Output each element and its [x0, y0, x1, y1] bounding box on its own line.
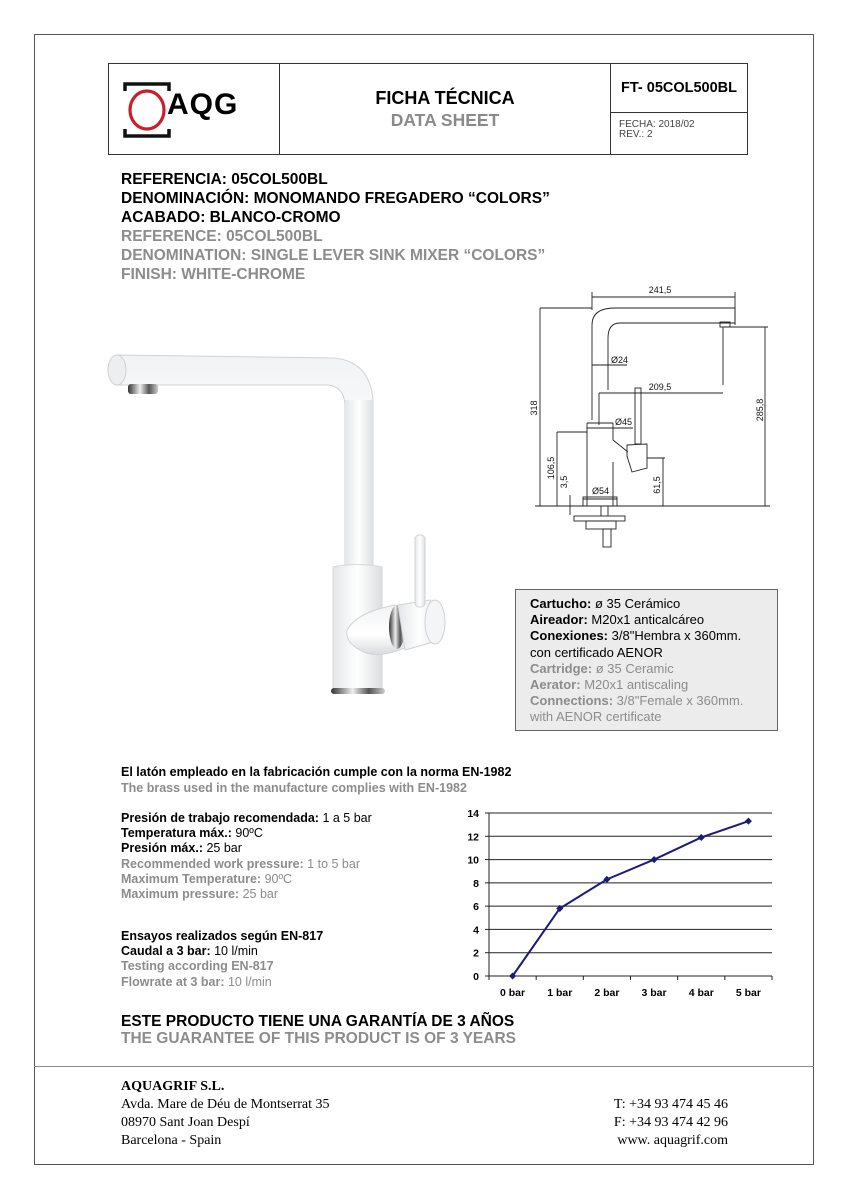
- y-tick-label: 6: [473, 901, 479, 914]
- reference-en: REFERENCE: 05COL500BL: [121, 228, 323, 245]
- spec-cartridge-en: Cartridge: ø 35 Ceramic: [530, 660, 674, 676]
- revision: REV.: 2: [619, 129, 653, 140]
- logo-text: AQG: [167, 88, 239, 121]
- data-point: [745, 818, 752, 825]
- finish-en: FINISH: WHITE-CHROME: [121, 266, 306, 283]
- dim-width-total: 241,5: [648, 285, 672, 295]
- x-tick-label: 0 bar: [500, 987, 526, 999]
- spec-cartridge-es: Cartucho: ø 35 Cerámico: [530, 596, 681, 611]
- spec-aerator-en: Aerator: M20x1 antiscaling: [530, 677, 689, 693]
- dim-body-diameter: Ø45: [615, 417, 633, 427]
- x-tick-label: 1 bar: [547, 987, 573, 999]
- date: FECHA: 2018/02: [619, 119, 695, 130]
- dim-spout-height: 285,8: [755, 398, 765, 422]
- parameters: [121, 811, 372, 902]
- x-tick-label: 4 bar: [688, 987, 714, 999]
- spec-certificate-es: con certificado AENOR: [530, 644, 663, 660]
- data-point: [651, 856, 658, 863]
- logo-icon: [123, 82, 173, 138]
- spec-aerator-es: Aireador: M20x1 anticalcáreo: [530, 612, 705, 628]
- denomination-en: DENOMINATION: SINGLE LEVER SINK MIXER “COLORS”: [121, 247, 546, 264]
- document-code: FT- 05COL500BL: [611, 64, 747, 113]
- footer-divider: [34, 1066, 814, 1067]
- x-tick-label: 2 bar: [594, 987, 620, 999]
- spec-box: [515, 589, 778, 731]
- dim-reach: 209,5: [648, 382, 672, 392]
- reference-block: [121, 170, 550, 284]
- y-tick-label: 2: [473, 947, 479, 960]
- website[interactable]: www. aquagrif.com: [617, 1133, 728, 1148]
- logo-cell: [109, 64, 280, 154]
- param-work-pressure-en: Recommended work pressure: 1 to 5 bar: [121, 856, 360, 871]
- param-max-temp-es: Temperatura máx.: 90ºC: [121, 826, 263, 841]
- title-en: DATA SHEET: [390, 110, 500, 130]
- y-tick-label: 12: [467, 831, 479, 844]
- code-cell: [611, 64, 747, 154]
- dim-base-thickness: 3,5: [559, 475, 569, 489]
- y-tick-label: 14: [467, 808, 479, 820]
- product-image: [95, 330, 465, 700]
- flowrate-es: Caudal a 3 bar: 10 l/min: [121, 944, 258, 959]
- reference-es: REFERENCIA: 05COL500BL: [121, 171, 328, 188]
- dim-base-diameter: Ø54: [592, 486, 610, 496]
- dim-lever-height: 61,5: [652, 476, 662, 494]
- brass-es: El latón empleado en la fabricación cumple con la norma EN-1982: [121, 765, 512, 779]
- param-max-pressure-en: Maximum pressure: 25 bar: [121, 887, 279, 902]
- spec-certificate-en: with AENOR certificate: [530, 709, 662, 725]
- dim-body-height: 106,5: [546, 456, 556, 480]
- y-tick-label: 4: [473, 924, 479, 937]
- brass-note: [121, 764, 511, 796]
- denomination-es: DENOMINACIÓN: MONOMANDO FREGADERO “COLORS”: [121, 190, 550, 207]
- spec-connections-es: Conexiones: 3/8"Hembra x 360mm.: [530, 628, 742, 644]
- header-table: [108, 63, 748, 155]
- param-max-temp-en: Maximum Temperature: 90ºC: [121, 871, 293, 886]
- address-line-1: Avda. Mare de Déu de Montserrat 35: [121, 1097, 330, 1112]
- y-tick-label: 0: [473, 971, 479, 983]
- param-work-pressure-es: Presión de trabajo recomendada: 1 a 5 bar: [121, 811, 372, 825]
- address-line-3: Barcelona - Spain: [121, 1133, 222, 1148]
- title-cell: [280, 64, 611, 154]
- title-es: FICHA TÉCNICA: [375, 88, 515, 108]
- fax: F: +34 93 474 42 96: [613, 1115, 728, 1130]
- company-name: AQUAGRIF S.L.: [121, 1079, 225, 1094]
- y-tick-label: 10: [467, 854, 479, 867]
- guarantee-en: THE GUARANTEE OF THIS PRODUCT IS OF 3 YEARS: [121, 1030, 517, 1047]
- brass-en: The brass used in the manufacture complies with EN-1982: [121, 781, 467, 795]
- guarantee: [121, 1013, 516, 1047]
- x-tick-label: 3 bar: [641, 987, 667, 999]
- param-max-pressure-es: Presión máx.: 25 bar: [121, 841, 242, 856]
- footer-address: [121, 1078, 330, 1150]
- dim-spout-diameter: Ø24: [611, 355, 629, 365]
- footer-contact: [614, 1096, 728, 1150]
- flowrate-en: Flowrate at 3 bar: 10 l/min: [121, 974, 272, 989]
- tests-title-es: Ensayos realizados según EN-817: [121, 929, 324, 943]
- tests-title-en: Testing according EN-817: [121, 959, 274, 974]
- phone: T: +34 93 474 45 46: [613, 1097, 728, 1112]
- tests: [121, 929, 323, 990]
- flowrate-chart: [450, 800, 780, 1010]
- x-tick-label: 5 bar: [735, 987, 761, 999]
- data-point: [698, 834, 705, 841]
- technical-drawing: [520, 280, 780, 550]
- dim-height-total: 318: [529, 400, 539, 416]
- finish-es: ACABADO: BLANCO-CROMO: [121, 209, 341, 226]
- spec-connections-en: Connections: 3/8"Female x 360mm.: [530, 693, 744, 709]
- y-tick-label: 8: [473, 877, 479, 890]
- guarantee-es: ESTE PRODUCTO TIENE UNA GARANTÍA DE 3 AÑOS: [121, 1013, 515, 1030]
- address-line-2: 08970 Sant Joan Despí: [121, 1115, 250, 1130]
- date-revision: [611, 113, 747, 154]
